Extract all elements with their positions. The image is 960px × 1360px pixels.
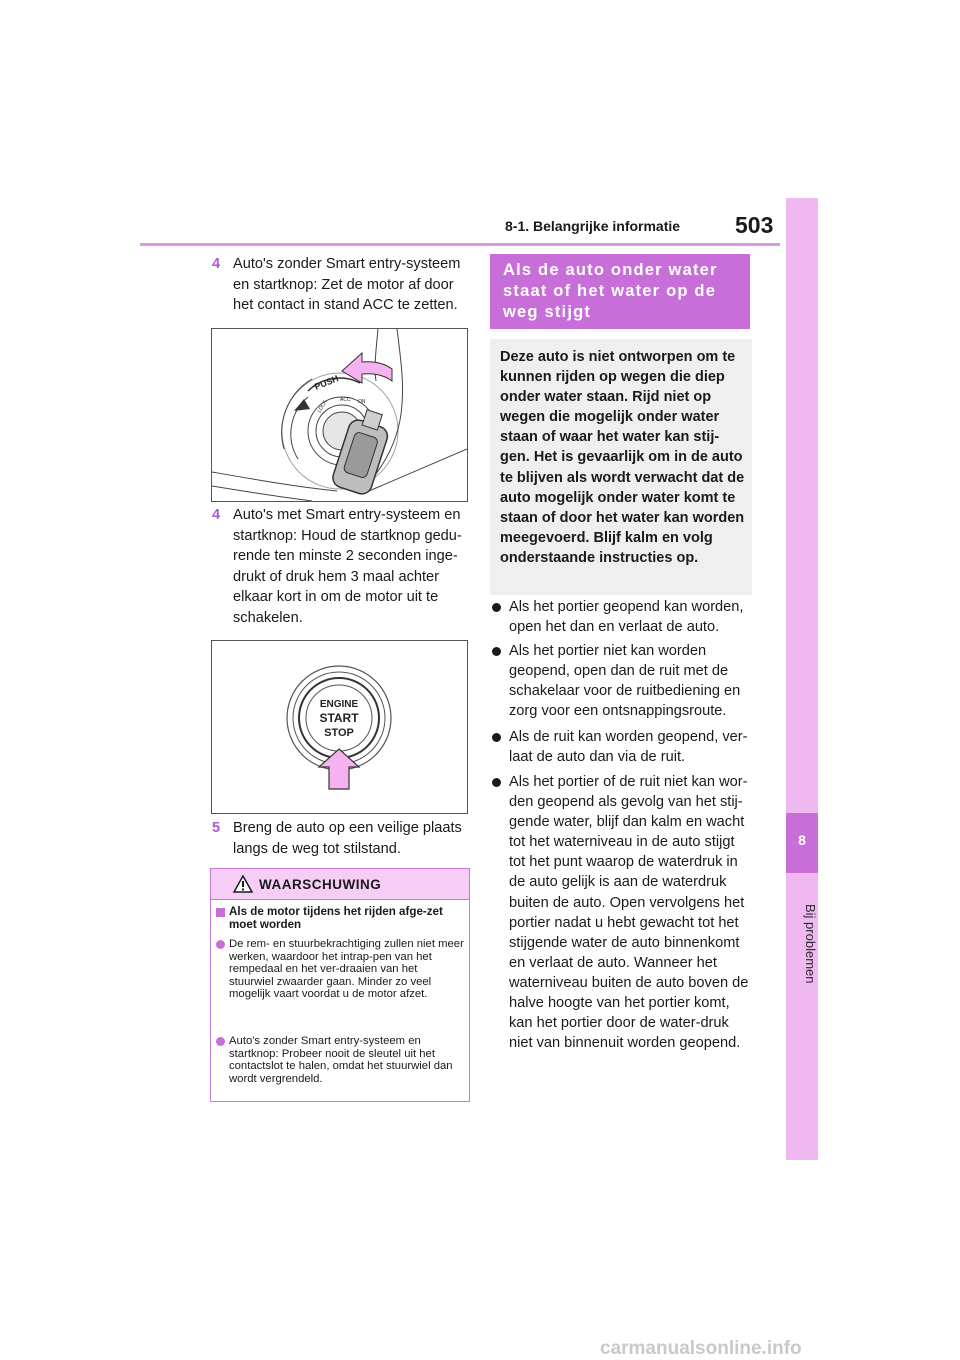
engine-start-stop-illustration [211,640,468,814]
push-label: PUSH [313,373,340,392]
step-5 [212,818,468,859]
stop-label: STOP [324,727,354,739]
bullet-dot-icon [492,603,501,612]
ignition-key-illustration [211,328,468,502]
chapter-number: 8 [798,832,806,848]
warning-bullet [216,1035,464,1085]
instruction-text: Als het portier geopend kan worden, open het dan en verlaat de auto. [509,599,744,636]
notice-text: Deze auto is niet ontworpen om te kunnen rijden op wegen die diep onder water staan. Rijd niet op wegen die mogelijk onder water staan of waar het water kan stij-gen. Het is gevaarlijk om in de auto te blijven als wordt verwacht dat de auto mogelijk onder water komt te staan of door het water kan worden meegevoerd. Blijf kalm en volg onderstaande instructies op. [500,349,745,566]
square-bullet-icon [216,908,225,917]
instruction-bullet [492,772,754,1053]
watermark: carmanualsonline.info [600,1338,802,1359]
on-label: ON [358,399,366,405]
step-4-no-smart-entry [212,254,468,316]
section-title: 8-1. Belangrijke informatie [505,218,681,234]
page-number: 503 [735,212,774,238]
notice-box [490,339,752,595]
step-number: 4 [212,507,221,523]
warning-header [211,869,469,900]
engine-label: ENGINE [319,699,359,710]
step-number: 5 [212,820,221,836]
step-text: Auto's zonder Smart entry-systeem en startknop: Zet de motor af door het contact in stand ACC te zetten. [233,256,461,313]
section-heading-box [490,254,750,329]
instruction-text: Als het portier of de ruit niet kan wor-den geopend als gevolg van het stij-gende water, blijf dan kalm en wacht tot het waterniveau in de auto stijgt tot het punt waarop de waterdruk in de auto gelijk is aan de waterdruk buiten de auto. Open vervolgens het portier nadat u hebt gewacht tot het stijgende water de auto binnenkomt en verlaat de auto. Wanneer het waterniveau buiten de auto boven de halve hoogte van het portier komt, kan het portier door de water-druk niet van binnenuit worden geopend. [509,774,749,1052]
bullet-dot-icon [216,940,225,949]
chapter-label: Bij problemen [803,904,818,984]
step-text: Breng de auto op een veilige plaats langs de weg tot stilstand. [233,820,462,857]
instruction-text: Als de ruit kan worden geopend, ver-laat de auto dan via de ruit. [509,729,748,766]
header-rule [140,243,780,246]
step-number: 4 [212,256,221,272]
section-heading: Als de auto onder water staat of het water op de weg stijgt [503,261,718,321]
instruction-text: Als het portier niet kan worden geopend, open dan de ruit met de schakelaar voor de ruitbediening en zorg voor een ontsnappingsroute. [509,643,741,720]
bullet-dot-icon [492,647,501,656]
instruction-bullet [492,597,754,637]
lock-label: LOCK [316,399,329,414]
engine-start-stop-button-icon [212,641,467,813]
warning-bullet [216,938,464,1001]
bullet-dot-icon [216,1037,225,1046]
bullet-dot-icon [492,778,501,787]
warning-subheading-text: Als de motor tijdens het rijden afge-zet moet worden [229,905,443,931]
instruction-bullet [492,727,754,767]
warning-subheading [216,906,464,931]
step-4-smart-entry [212,505,468,628]
ignition-key-icon [212,329,467,501]
warning-triangle-icon [233,875,253,893]
acc-label: ACC [340,397,351,403]
chapter-side-tab [786,198,818,1160]
instruction-bullet [492,641,754,721]
warning-box [210,868,470,1102]
warning-bullet-text: Auto's zonder Smart entry-systeem en startknop: Probeer nooit de sleutel uit het contactslot te halen, omdat het stuurwiel dan wordt vergrendeld. [229,1035,453,1085]
warning-title: WAARSCHUWING [259,877,382,892]
start-label: START [319,711,359,725]
warning-bullet-text: De rem- en stuurbekrachtiging zullen niet meer werken, waardoor het intrap-pen van het rempedaal en het ver-draaien van het stuurwiel zwaarder gaan. Minder zo veel mogelijk vaart voordat u de motor afzet. [229,938,464,1001]
step-text: Auto's met Smart entry-systeem en startknop: Houd de startknop gedu-rende ten minste 2 seconden inge-drukt of druk hem 3 maal achter elkaar kort in om de motor uit te schakelen. [233,507,462,626]
bullet-dot-icon [492,733,501,742]
